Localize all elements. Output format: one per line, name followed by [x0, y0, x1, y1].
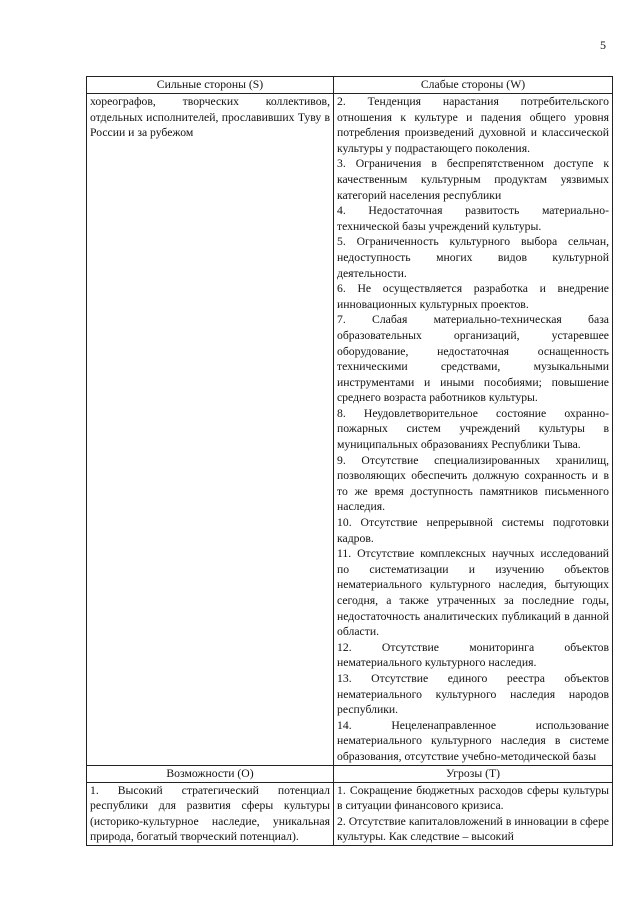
- weakness-item-11: 11. Отсутствие комплексных научных исследований по систематизации и изучению объектов нематериального культурного наследия, бытующих сегодня, а также утраченных за последние годы, недостаточность аналитических публикаций в данной области.: [337, 547, 609, 639]
- swot-body-row-top: [87, 94, 613, 766]
- page-number: 5: [600, 38, 606, 52]
- opportunities-cell: [87, 782, 334, 845]
- swot-header-row-top: [87, 77, 613, 94]
- weakness-item-13: 13. Отсутствие единого реестра объектов нематериального культурного наследия народов республики.: [337, 671, 609, 717]
- weakness-item-12: 12. Отсутствие мониторинга объектов нематериального культурного наследия.: [337, 640, 609, 670]
- weakness-item-8: 8. Неудовлетворительное состояние охранно-пожарных систем учреждений культуры в муниципальных образованиях Республики Тыва.: [337, 406, 609, 452]
- threat-item-2: 2. Отсутствие капиталовложений в инновации в сфере культуры. Как следствие – высокий: [337, 814, 609, 844]
- weakness-item-9: 9. Отсутствие специализированных хранилищ, позволяющих обеспечить должную сохранность и в то же время доступность памятников письменного наследия.: [337, 453, 609, 514]
- weaknesses-cell: [334, 94, 613, 766]
- weakness-item-3: 3. Ограничения в беспрепятственном доступе к качественным культурным продуктам уязвимых категорий населения республики: [337, 157, 609, 202]
- strengths-header: Сильные стороны (S): [87, 77, 334, 94]
- threats-cell: [334, 782, 613, 845]
- weakness-item-4: 4. Недостаточная развитость материально-технической базы учреждений культуры.: [337, 204, 609, 233]
- weakness-item-14: 14. Нецеленаправленное использование нематериального культурного наследия в системе образования, отсутствие учебно-методической базы: [337, 718, 609, 763]
- strength-item: хореографов, творческих коллективов, отдельных исполнителей, прославивших Туву в России и за рубежом: [90, 95, 330, 140]
- strengths-cell: [87, 94, 334, 766]
- swot-body-row-bottom: [87, 782, 613, 845]
- threats-header: Угрозы (T): [334, 765, 613, 782]
- weaknesses-header: Слабые стороны (W): [334, 77, 613, 94]
- swot-table: [86, 76, 613, 846]
- opportunities-header: Возможности (O): [87, 765, 334, 782]
- weakness-item-7: 7. Слабая материально-техническая база образовательных организаций, устаревшее оборудование, недостаточная оснащенность техническими средствами, музыкальными инструментами и иными пособиями; повышение среднего возраста работников культуры.: [337, 313, 609, 405]
- opportunity-item-1: 1. Высокий стратегический потенциал республики для развития сферы культуры (историко-культурное наследие, уникальная природа, богатый творческий потенциал).: [90, 783, 330, 844]
- threat-item-1: 1. Сокращение бюджетных расходов сферы культуры в ситуации финансового кризиса.: [337, 783, 609, 813]
- weakness-item-5: 5. Ограниченность культурного выбора сельчан, недоступность многих видов культурной деятельности.: [337, 235, 609, 280]
- weakness-item-2: 2. Тенденция нарастания потребительского отношения к культуре и падения общего уровня потребления произведений духовной и классической культуры у подрастающего поколения.: [337, 95, 609, 155]
- weakness-item-6: 6. Не осуществляется разработка и внедрение инновационных культурных проектов.: [337, 282, 609, 311]
- weakness-item-10: 10. Отсутствие непрерывной системы подготовки кадров.: [337, 516, 609, 545]
- swot-header-row-bottom: [87, 765, 613, 782]
